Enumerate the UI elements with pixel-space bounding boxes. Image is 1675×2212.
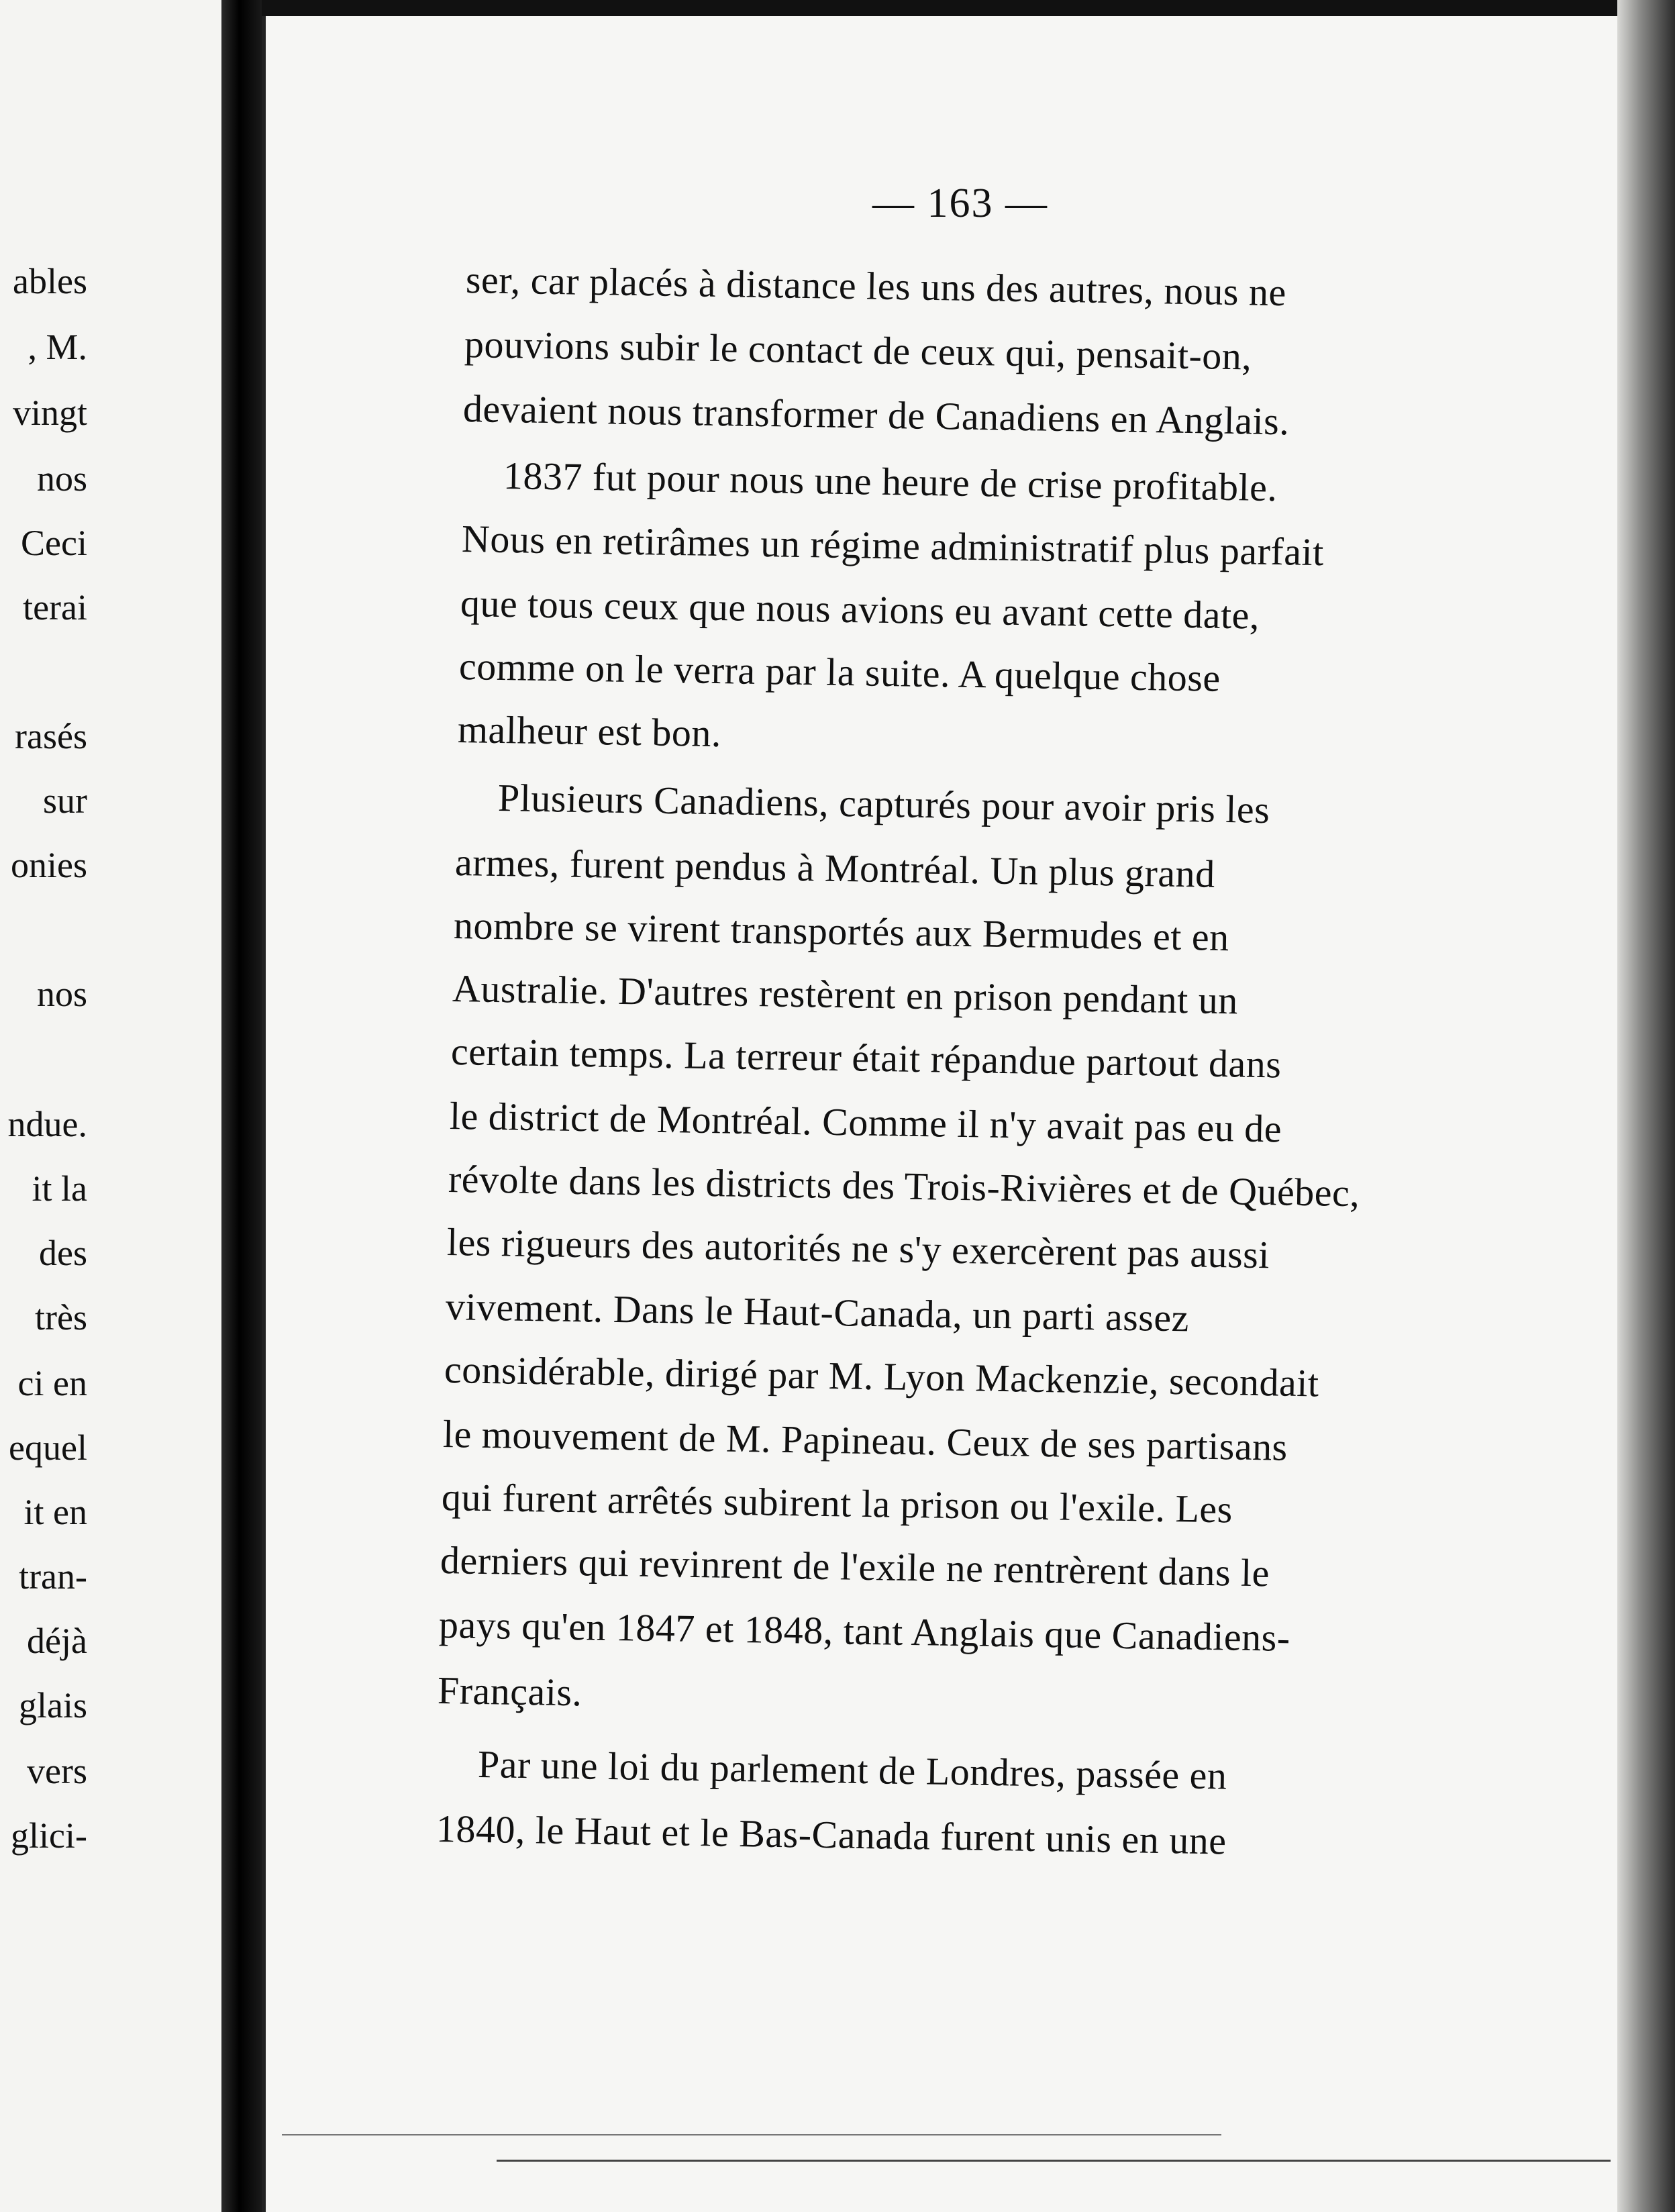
left-fragment: tran- <box>19 1556 87 1597</box>
body-line: 1840, le Haut et le Bas-Canada furent unis en une <box>436 1807 1227 1863</box>
body-line: Nous en retirâmes un régime administratif plus parfait <box>461 517 1325 574</box>
body-line: considérable, dirigé par M. Lyon Mackenzie, secondait <box>444 1348 1320 1405</box>
left-fragment: ables <box>13 261 87 301</box>
body-line: nombre se virent transportés aux Bermudes et en <box>453 903 1230 960</box>
left-fragment: equel <box>9 1427 87 1468</box>
body-line: vivement. Dans le Haut-Canada, un parti assez <box>445 1285 1190 1340</box>
page-bottom-edge <box>282 2134 1221 2135</box>
page-bottom-rule <box>497 2160 1611 2162</box>
left-fragment: vingt <box>12 393 87 433</box>
left-fragment: ci en <box>17 1363 87 1403</box>
left-fragment: ndue. <box>7 1104 87 1144</box>
left-fragment: it en <box>23 1492 87 1532</box>
body-line: pouvions subir le contact de ceux qui, pensait-on, <box>464 322 1252 379</box>
body-line: Par une loi du parlement de Londres, passée en <box>477 1742 1227 1798</box>
top-shadow <box>262 0 1675 16</box>
body-line: les rigueurs des autorités ne s'y exercèrent pas aussi <box>446 1220 1270 1277</box>
left-fragment: nos <box>36 458 87 499</box>
body-line: qui furent arrêtés subirent la prison ou l'exile. Les <box>441 1475 1233 1531</box>
body-line: certain temps. La terreur était répandue partout dans <box>450 1029 1282 1087</box>
left-fragment: vers <box>27 1751 87 1791</box>
left-fragment: déjà <box>27 1621 87 1661</box>
body-line: malheur est bon. <box>457 707 722 756</box>
body-line: armes, furent pendus à Montréal. Un plus grand <box>454 840 1216 896</box>
left-fragment: onies <box>11 845 87 885</box>
body-line: le mouvement de M. Papineau. Ceux de ses partisans <box>442 1412 1288 1469</box>
book-gutter <box>221 0 262 2212</box>
left-fragment: terai <box>23 587 87 627</box>
left-fragment: très <box>35 1297 87 1338</box>
body-line: que tous ceux que nous avions eu avant cette date, <box>460 581 1260 638</box>
body-line: pays qu'en 1847 et 1848, tant Anglais que Canadiens- <box>438 1603 1291 1660</box>
left-fragment: it la <box>32 1168 87 1209</box>
left-fragment: Ceci <box>21 523 87 563</box>
left-fragment: rasés <box>15 716 87 756</box>
page-edge-shadow <box>1617 0 1675 2212</box>
left-fragment: , M. <box>28 327 87 367</box>
left-fragment: glais <box>19 1685 87 1725</box>
body-line: devaient nous transformer de Canadiens en Anglais. <box>462 387 1290 444</box>
left-fragment: sur <box>43 781 87 821</box>
body-line: révolte dans les districts des Trois-Rivières et de Québec, <box>448 1157 1360 1215</box>
body-line: Plusieurs Canadiens, capturés pour avoir pris les <box>497 776 1270 832</box>
left-fragment: nos <box>36 974 87 1014</box>
body-line: derniers qui revinrent de l'exile ne rentrèrent dans le <box>440 1538 1270 1595</box>
body-line: Australie. D'autres restèrent en prison pendant un <box>452 966 1239 1023</box>
page-number: — 163 — <box>872 181 1048 226</box>
body-line: Français. <box>437 1668 582 1715</box>
left-fragment: glici- <box>11 1815 87 1856</box>
body-line: ser, car placés à distance les uns des autres, nous ne <box>465 258 1287 315</box>
left-page <box>0 0 221 2212</box>
body-line: comme on le verra par la suite. A quelque chose <box>458 644 1221 700</box>
left-fragment: des <box>39 1233 87 1273</box>
body-line: 1837 fut pour nous une heure de crise profitable. <box>503 454 1278 510</box>
body-line: le district de Montréal. Comme il n'y avait pas eu de <box>449 1094 1282 1151</box>
